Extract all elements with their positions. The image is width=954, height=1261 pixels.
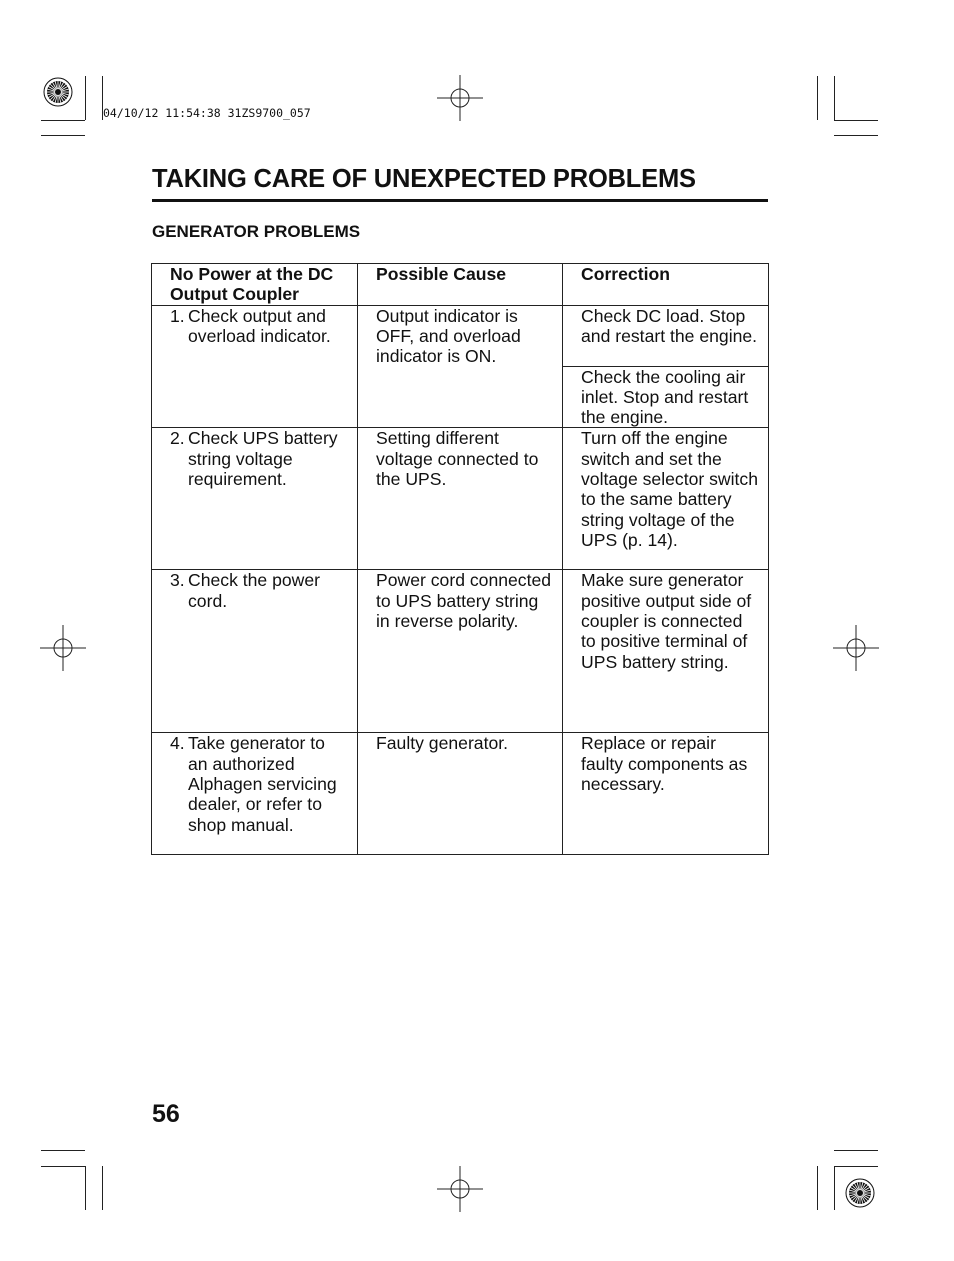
check-text: Check output and overload indicator. bbox=[188, 305, 331, 346]
cause-cell: Power cord connected to UPS battery string in reverse polarity. bbox=[358, 570, 563, 733]
print-stamp: 04/10/12 11:54:38 31ZS9700_057 bbox=[103, 106, 311, 120]
page-title: TAKING CARE OF UNEXPECTED PROBLEMS bbox=[152, 165, 696, 193]
registration-mark-left bbox=[40, 625, 86, 671]
star-target-top-left bbox=[43, 77, 73, 107]
registration-mark-bottom bbox=[437, 1166, 483, 1212]
column-header-cause: Possible Cause bbox=[358, 264, 563, 306]
correction-cell: Turn off the engine switch and set the voltage selector switch to the same battery string voltage of the UPS (p. 14). bbox=[563, 428, 769, 570]
table-row bbox=[152, 570, 769, 733]
check-cell bbox=[152, 428, 358, 570]
title-rule bbox=[152, 199, 768, 202]
check-text: Check the power cord. bbox=[188, 570, 321, 611]
correction-cell: Replace or repair faulty components as necessary. bbox=[563, 733, 769, 855]
registration-mark-right bbox=[833, 625, 879, 671]
correction-cell: Check the cooling air inlet. Stop and restart the engine. bbox=[563, 366, 769, 428]
registration-mark-top bbox=[437, 75, 483, 121]
column-header-correction: Correction bbox=[563, 264, 769, 306]
section-title: GENERATOR PROBLEMS bbox=[152, 222, 361, 241]
column-header-symptom: No Power at the DC Output Coupler bbox=[152, 264, 358, 306]
check-cell bbox=[152, 305, 358, 428]
cause-cell: Output indicator is OFF, and overload indicator is ON. bbox=[358, 305, 563, 428]
check-text: Take generator to an authorized Alphagen servicing dealer, or refer to shop manual. bbox=[188, 733, 337, 835]
step-number: 4. bbox=[170, 733, 185, 754]
check-cell bbox=[152, 733, 358, 855]
table-row bbox=[152, 733, 769, 855]
correction-cell: Make sure generator positive output side of coupler is connected to positive terminal of UPS battery string. bbox=[563, 570, 769, 733]
cause-cell: Setting different voltage connected to the UPS. bbox=[358, 428, 563, 570]
troubleshooting-table bbox=[151, 263, 769, 855]
cause-cell: Faulty generator. bbox=[358, 733, 563, 855]
check-cell bbox=[152, 570, 358, 733]
table-row bbox=[152, 428, 769, 570]
table-row bbox=[152, 305, 769, 366]
step-number: 1. bbox=[170, 305, 185, 326]
page-number: 56 bbox=[152, 1100, 180, 1128]
table-header-row bbox=[152, 264, 769, 306]
step-number: 3. bbox=[170, 570, 185, 591]
step-number: 2. bbox=[170, 428, 185, 449]
check-text: Check UPS battery string voltage requirement. bbox=[188, 428, 338, 490]
star-target-bottom-right bbox=[845, 1178, 875, 1208]
correction-cell: Check DC load. Stop and restart the engine. bbox=[563, 305, 769, 366]
